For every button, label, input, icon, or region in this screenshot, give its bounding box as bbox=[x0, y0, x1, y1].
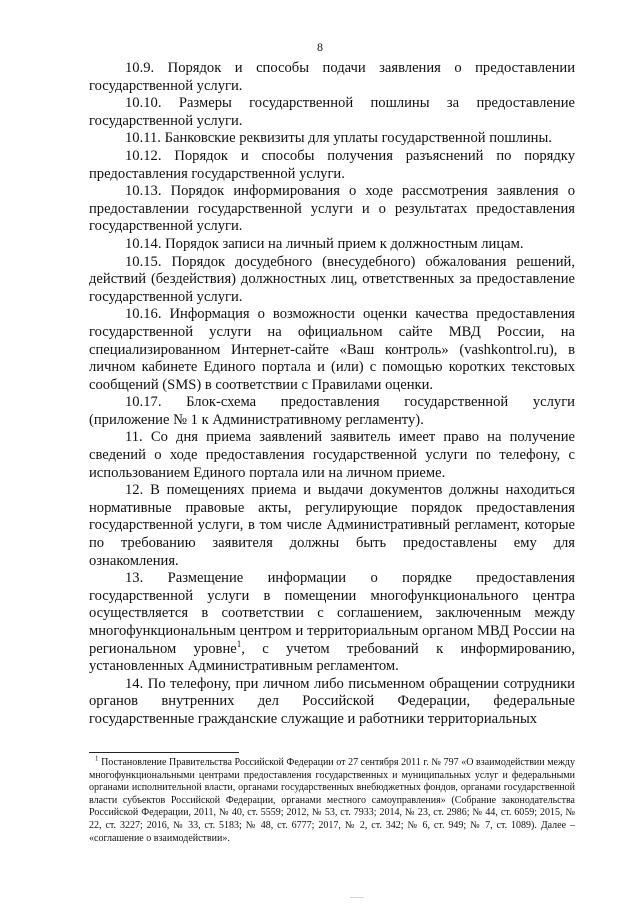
paragraph-10-17: 10.17. Блок-схема предоставления государственной услуги (приложение № 1 к Административному регламенту). bbox=[89, 394, 575, 428]
footnote-text: Постановление Правительства Российской Федерации от 27 сентября 2011 г. № 797 «О взаимодействии между многофункциональными центрами предоставления государственных и муниципальных услуг и федеральными органами исполнительной власти, органами государственных внебюджетных фондов, органами государственной власти субъектов Российской Федерации, органами местного самоуправления» (Собрание законодательства Российской Федерации, 2011, № 40, ст. 5559; 2012, № 53, ст. 7933; 2014, № 23, ст. 2986; № 44, ст. 6059; 2015, № 22, ст. 3227; 2016, № 33, ст. 5183; № 48, ст. 6777; 2017, № 2, ст. 342; № 6, ст. 949; № 7, ст. 1089). Далее – «соглашение о взаимодействии». bbox=[89, 757, 575, 844]
footnote-divider bbox=[89, 752, 239, 753]
paragraph-10-14: 10.14. Порядок записи на личный прием к должностным лицам. bbox=[125, 235, 524, 252]
paragraph-10-15: 10.15. Порядок досудебного (внесудебного) обжалования решений, действий (бездействия) должностных лиц, ответственных за предоставление государственной услуги. bbox=[89, 253, 575, 305]
paragraph-13 bbox=[89, 570, 575, 676]
paragraph-11: 11. Со дня приема заявлений заявитель имеет право на получение сведений о ходе предоставления государственной услуги по телефону, с использованием Единого портала или на личном приеме. bbox=[89, 429, 575, 481]
footnote-reference: 1 bbox=[236, 638, 242, 649]
paragraph-10-16: 10.16. Информация о возможности оценки качества предоставления государственной услуги на официальном сайте МВД России, на специализированном Интернет-сайте «Ваш контроль» (vashkontrol.ru), в личном кабинете Единого портала и (или) с помощью коротких текстовых сообщений (SMS) в соответствии с Правилами оценки. bbox=[89, 306, 575, 393]
paragraph-10-12: 10.12. Порядок и способы получения разъяснений по порядку предоставления государственной услуги. bbox=[89, 147, 575, 182]
paragraph-14: 14. По телефону, при личном либо письменном обращении сотрудники органов внутренних дел Российской Федерации, федеральные государственные гражданские служащие и работники территориальных bbox=[89, 675, 575, 727]
paragraph-10-13: 10.13. Порядок информирования о ходе рассмотрения заявления о предоставлении государственной услуги и о результатах предоставления государственной услуги. bbox=[89, 183, 575, 235]
body-text bbox=[89, 60, 575, 729]
paragraph-13-text-end: , с учетом требований к информированию, установленных Административным регламентом. bbox=[89, 640, 575, 675]
paragraph-12: 12. В помещениях приема и выдачи документов должны находиться нормативные правовые акты, регулирующие порядок предоставления государственной услуги, в том числе Административный регламент, которые по требованию заявителя должны быть предоставлены ему для ознакомления. bbox=[89, 482, 575, 569]
footnote-paragraph bbox=[89, 754, 575, 845]
footnote bbox=[89, 754, 575, 845]
paragraph-13-text: 13. Размещение информации о порядке предоставления государственной услуги в помещении многофункционального центра осуществляется в соответствии с соглашением, заключенным между многофункциональным центром и территориальным органом МВД России на региональном уровне bbox=[89, 570, 575, 657]
paragraph-10-9: 10.9. Порядок и способы подачи заявления о предоставлении государственной услуги. bbox=[89, 60, 575, 94]
page-number: 8 bbox=[317, 40, 323, 54]
paragraph-10-10: 10.10. Размеры государственной пошлины за предоставление государственной услуги. bbox=[89, 95, 575, 129]
footnote-mark: 1 bbox=[95, 754, 99, 763]
paragraph-10-11: 10.11. Банковские реквизиты для уплаты государственной пошлины. bbox=[125, 130, 552, 147]
